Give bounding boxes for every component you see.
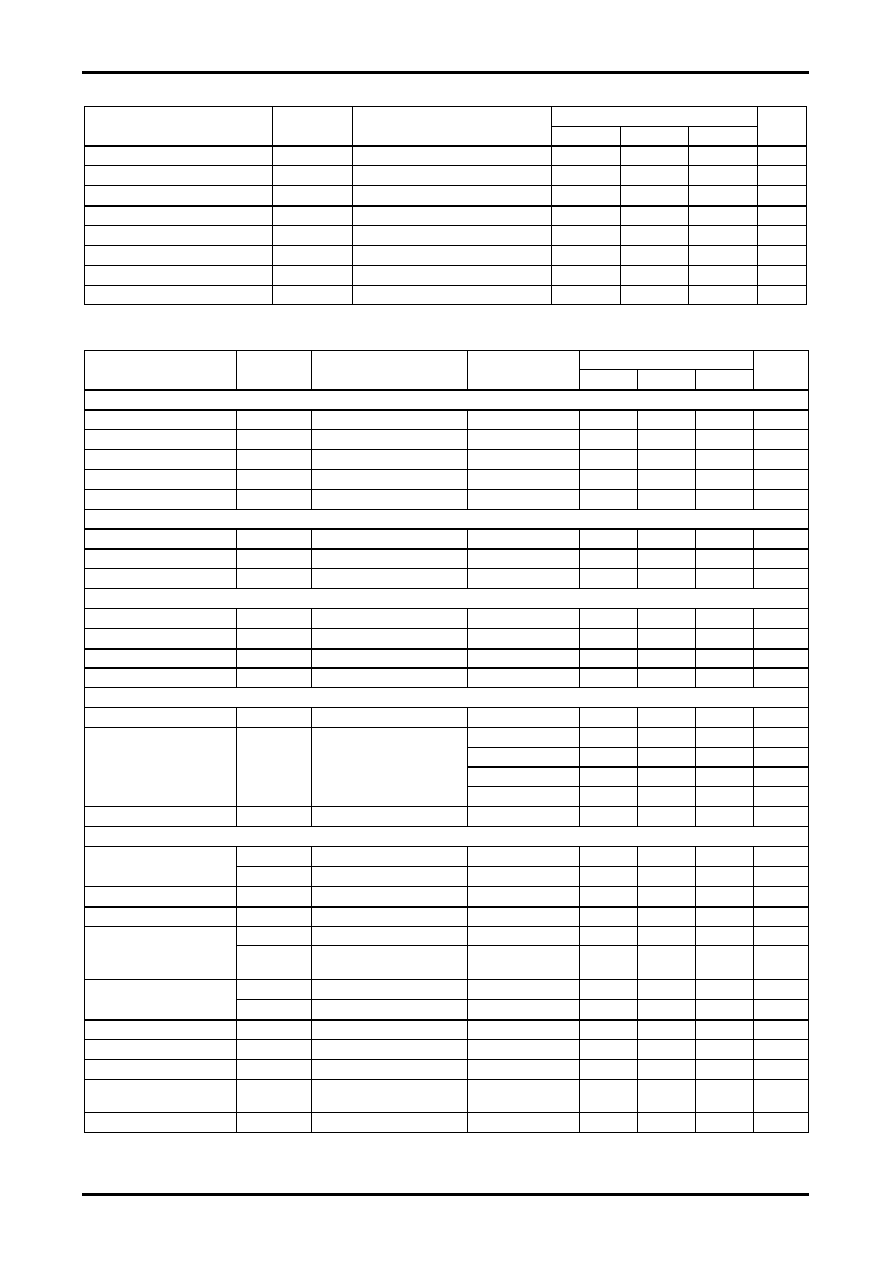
footer-rule (82, 1193, 809, 1196)
table2-col-divider (753, 707, 754, 826)
table2-bottom-border (84, 1132, 809, 1133)
table1-col-divider (757, 106, 758, 304)
table2-row-rule (84, 926, 809, 927)
table2-row-rule (84, 1019, 809, 1021)
table2-row-rule (467, 747, 809, 748)
table1-col-divider (272, 106, 273, 304)
table2-col-divider (579, 846, 580, 1132)
table1-row-rule (84, 265, 807, 266)
table2-row-rule (236, 866, 809, 867)
section-rule (84, 389, 809, 390)
table1-row-rule (84, 145, 807, 147)
table2-subheader-rule (579, 369, 753, 370)
table2-row-rule (84, 806, 809, 807)
table2-row-rule (84, 548, 809, 550)
section-rule (84, 509, 809, 510)
table2-header-divider (311, 350, 312, 389)
table2-header-divider (467, 350, 468, 389)
table2-col-divider (467, 409, 468, 509)
table1-col-divider (352, 106, 353, 304)
table2-col-divider (695, 409, 696, 509)
table2-col-divider (236, 608, 237, 687)
section-rule (84, 409, 809, 411)
table1-col-divider (620, 126, 621, 304)
table2-col-divider (637, 608, 638, 687)
table2-header-divider (753, 350, 754, 389)
table2-col-divider (695, 846, 696, 1132)
table2-col-divider (637, 846, 638, 1132)
table2-row-rule (84, 886, 809, 887)
table2-col-divider (236, 409, 237, 509)
table2-row-rule (236, 945, 809, 946)
table2-header-divider (236, 350, 237, 389)
table2-right-border (808, 350, 809, 1133)
table2-col-divider (753, 409, 754, 509)
table2-col-divider (236, 707, 237, 826)
table2-col-divider (753, 528, 754, 588)
table2-row-rule (467, 766, 809, 768)
table2-col-divider (311, 707, 312, 826)
table2-left-border (84, 350, 85, 1133)
table1-col-divider (688, 126, 689, 304)
table2-col-divider (467, 608, 468, 687)
table2-row-rule (84, 727, 809, 728)
table2-row-rule (84, 489, 809, 490)
table2-col-divider (753, 608, 754, 687)
table2-col-divider (579, 528, 580, 588)
table2-row-rule (84, 1059, 809, 1060)
table1-bottom-border (84, 304, 807, 305)
table2-col-divider (637, 528, 638, 588)
table2-col-divider (467, 846, 468, 1132)
table2-row-rule (84, 906, 809, 908)
table1-row-rule (84, 205, 807, 207)
table1-row-rule (84, 225, 807, 226)
table2-row-rule (84, 1112, 809, 1113)
table2-col-divider (695, 528, 696, 588)
table2-header-divider (695, 369, 696, 389)
table1-row-rule (84, 165, 807, 166)
table2-col-divider (637, 707, 638, 826)
section-rule (84, 707, 809, 708)
table2-col-divider (695, 707, 696, 826)
table2-row-rule (84, 648, 809, 650)
table1-top-border (84, 106, 807, 107)
table2-col-divider (311, 409, 312, 509)
table1-subheader-rule (551, 126, 757, 127)
table2-row-rule (236, 999, 809, 1000)
header-rule (82, 71, 809, 74)
table2-col-divider (311, 528, 312, 588)
table2-col-divider (695, 608, 696, 687)
table2-header-divider (637, 369, 638, 389)
table2-header-divider (579, 350, 580, 389)
table2-col-divider (579, 608, 580, 687)
table1-row-rule (84, 185, 807, 186)
table2-row-rule (467, 786, 809, 787)
table2-row-rule (84, 1079, 809, 1080)
table2-col-divider (236, 528, 237, 588)
table2-col-divider (579, 707, 580, 826)
section-rule (84, 826, 809, 827)
table2-col-divider (579, 409, 580, 509)
table2-row-rule (84, 628, 809, 629)
table2-row-rule (84, 429, 809, 430)
table2-col-divider (311, 608, 312, 687)
table2-col-divider (311, 846, 312, 1132)
table2-col-divider (236, 846, 237, 1132)
table2-col-divider (467, 528, 468, 588)
section-rule (84, 846, 809, 847)
table1-row-rule (84, 245, 807, 246)
table2-top-border (84, 350, 809, 351)
table2-row-rule (84, 979, 809, 980)
section-rule (84, 528, 809, 530)
table2-col-divider (467, 707, 468, 826)
section-rule (84, 588, 809, 589)
table2-row-rule (84, 667, 809, 669)
table2-row-rule (84, 568, 809, 569)
table1-row-rule (84, 285, 807, 286)
table2-col-divider (637, 409, 638, 509)
table2-row-rule (84, 469, 809, 470)
table2-row-rule (84, 449, 809, 450)
table2-col-divider (753, 846, 754, 1132)
section-rule (84, 608, 809, 609)
section-rule (84, 687, 809, 688)
table2-row-rule (84, 1039, 809, 1040)
table1-col-divider (551, 106, 552, 304)
